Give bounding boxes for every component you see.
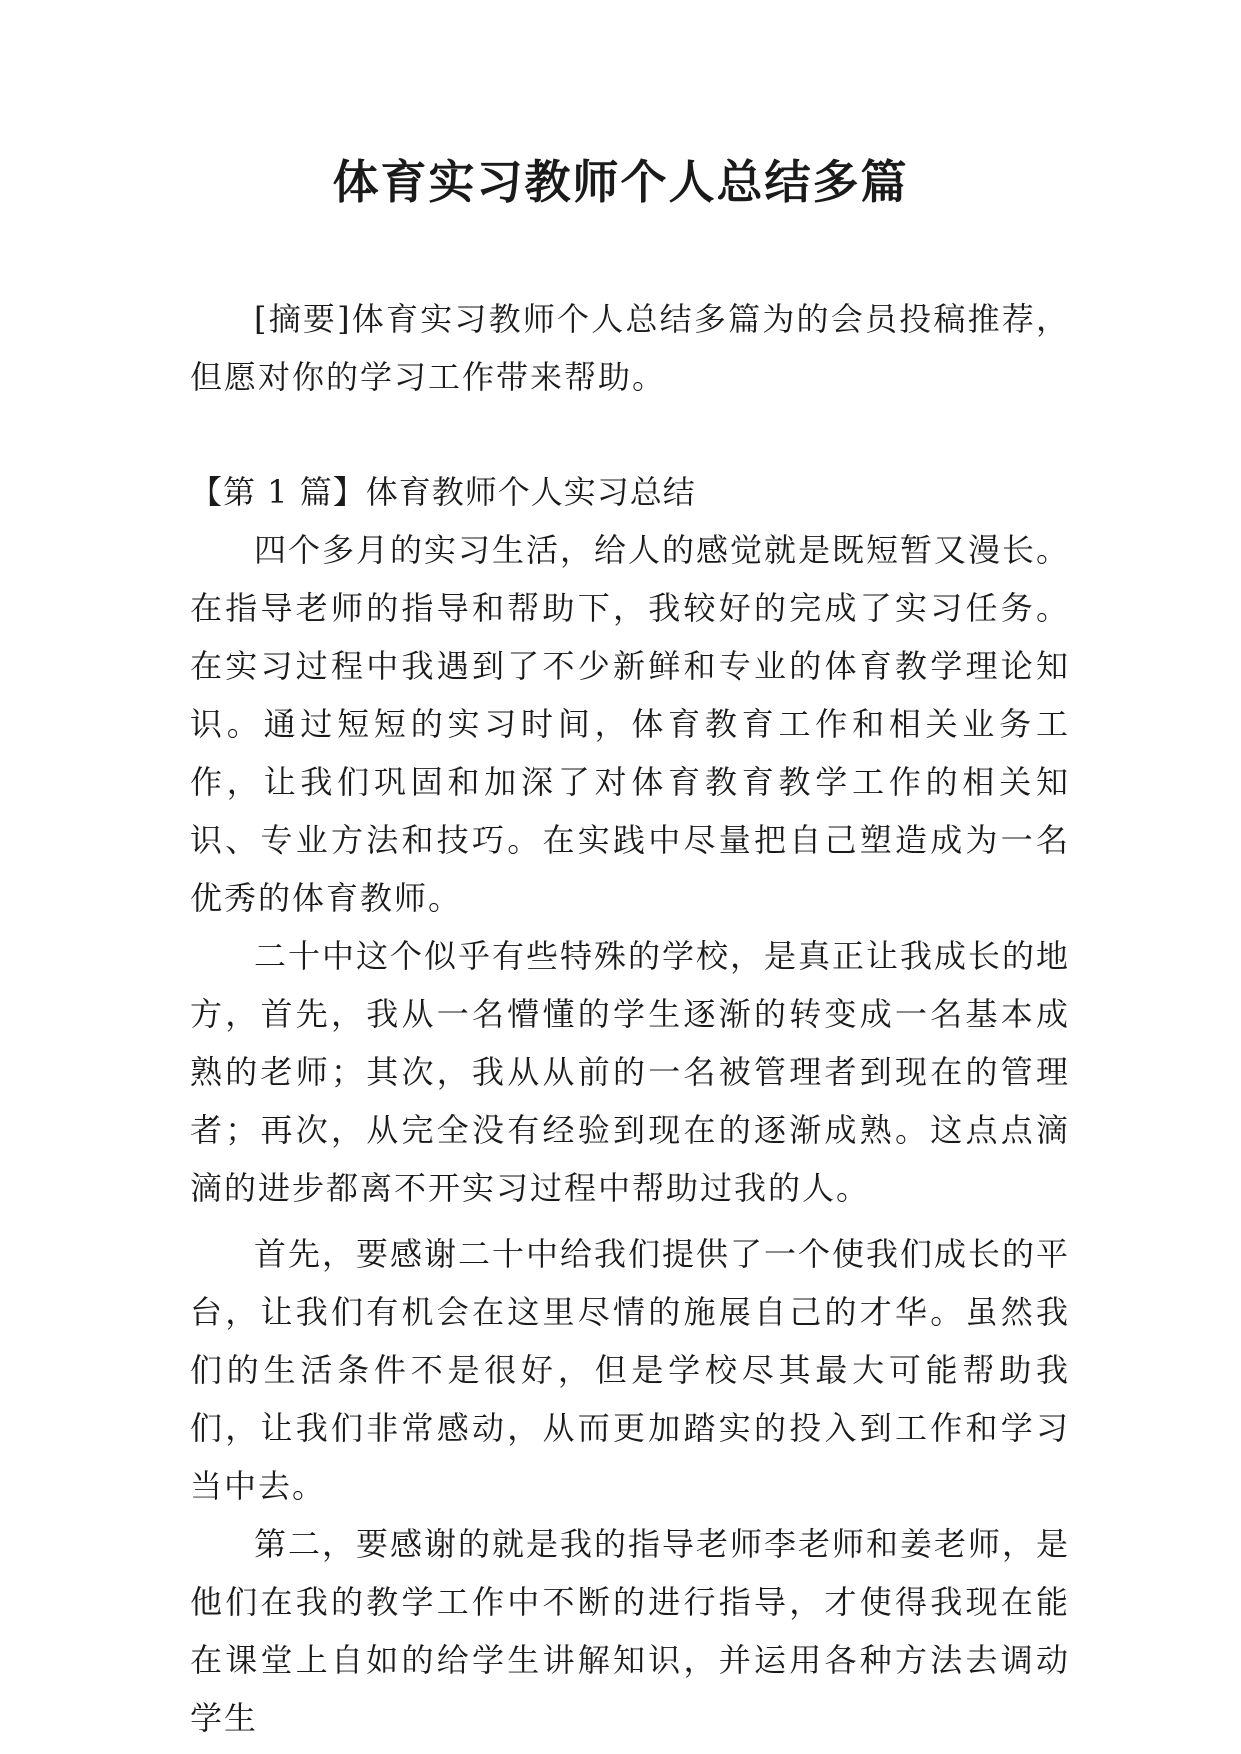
body-paragraph-4: 第二，要感谢的就是我的指导老师李老师和姜老师，是他们在我的教学工作中不断的进行指导，才使得我现在能在课堂上自如的给学生讲解知识，并运用各种方法去调动学生 — [190, 1525, 1071, 1737]
abstract-paragraph: [摘要]体育实习教师个人总结多篇为的会员投稿推荐，但愿对你的学习工作带来帮助。 — [190, 300, 1070, 396]
body-paragraph-2: 二十中这个似乎有些特殊的学校，是真正让我成长的地方，首先，我从一名懵懂的学生逐渐的转变成一名基本成熟的老师；其次，我从从前的一名被管理者到现在的管理者；再次，从完全没有经验到现在的逐渐成熟。这点点滴滴的进步都离不开实习过程中帮助过我的人。 — [190, 937, 1071, 1207]
document-title: 体育实习教师个人总结多篇 — [332, 155, 909, 209]
body-paragraph-1: 四个多月的实习生活，给人的感觉就是既短暂又漫长。在指导老师的指导和帮助下，我较好的完成了实习任务。在实习过程中我遇到了不少新鲜和专业的体育教学理论知识。通过短短的实习时间，体育教育工作和相关业务工作，让我们巩固和加深了对体育教育教学工作的相关知识、专业方法和技巧。在实践中尽量把自己塑造成为一名优秀的体育教师。 — [190, 531, 1071, 917]
body-paragraph-3: 首先，要感谢二十中给我们提供了一个使我们成长的平台，让我们有机会在这里尽情的施展自己的才华。虽然我们的生活条件不是很好，但是学校尽其最大可能帮助我们，让我们非常感动，从而更加踏实的投入到工作和学习当中去。 — [190, 1235, 1071, 1505]
section-heading: 【第 1 篇】体育教师个人实习总结 — [190, 473, 696, 511]
section-1 — [190, 463, 1070, 1747]
